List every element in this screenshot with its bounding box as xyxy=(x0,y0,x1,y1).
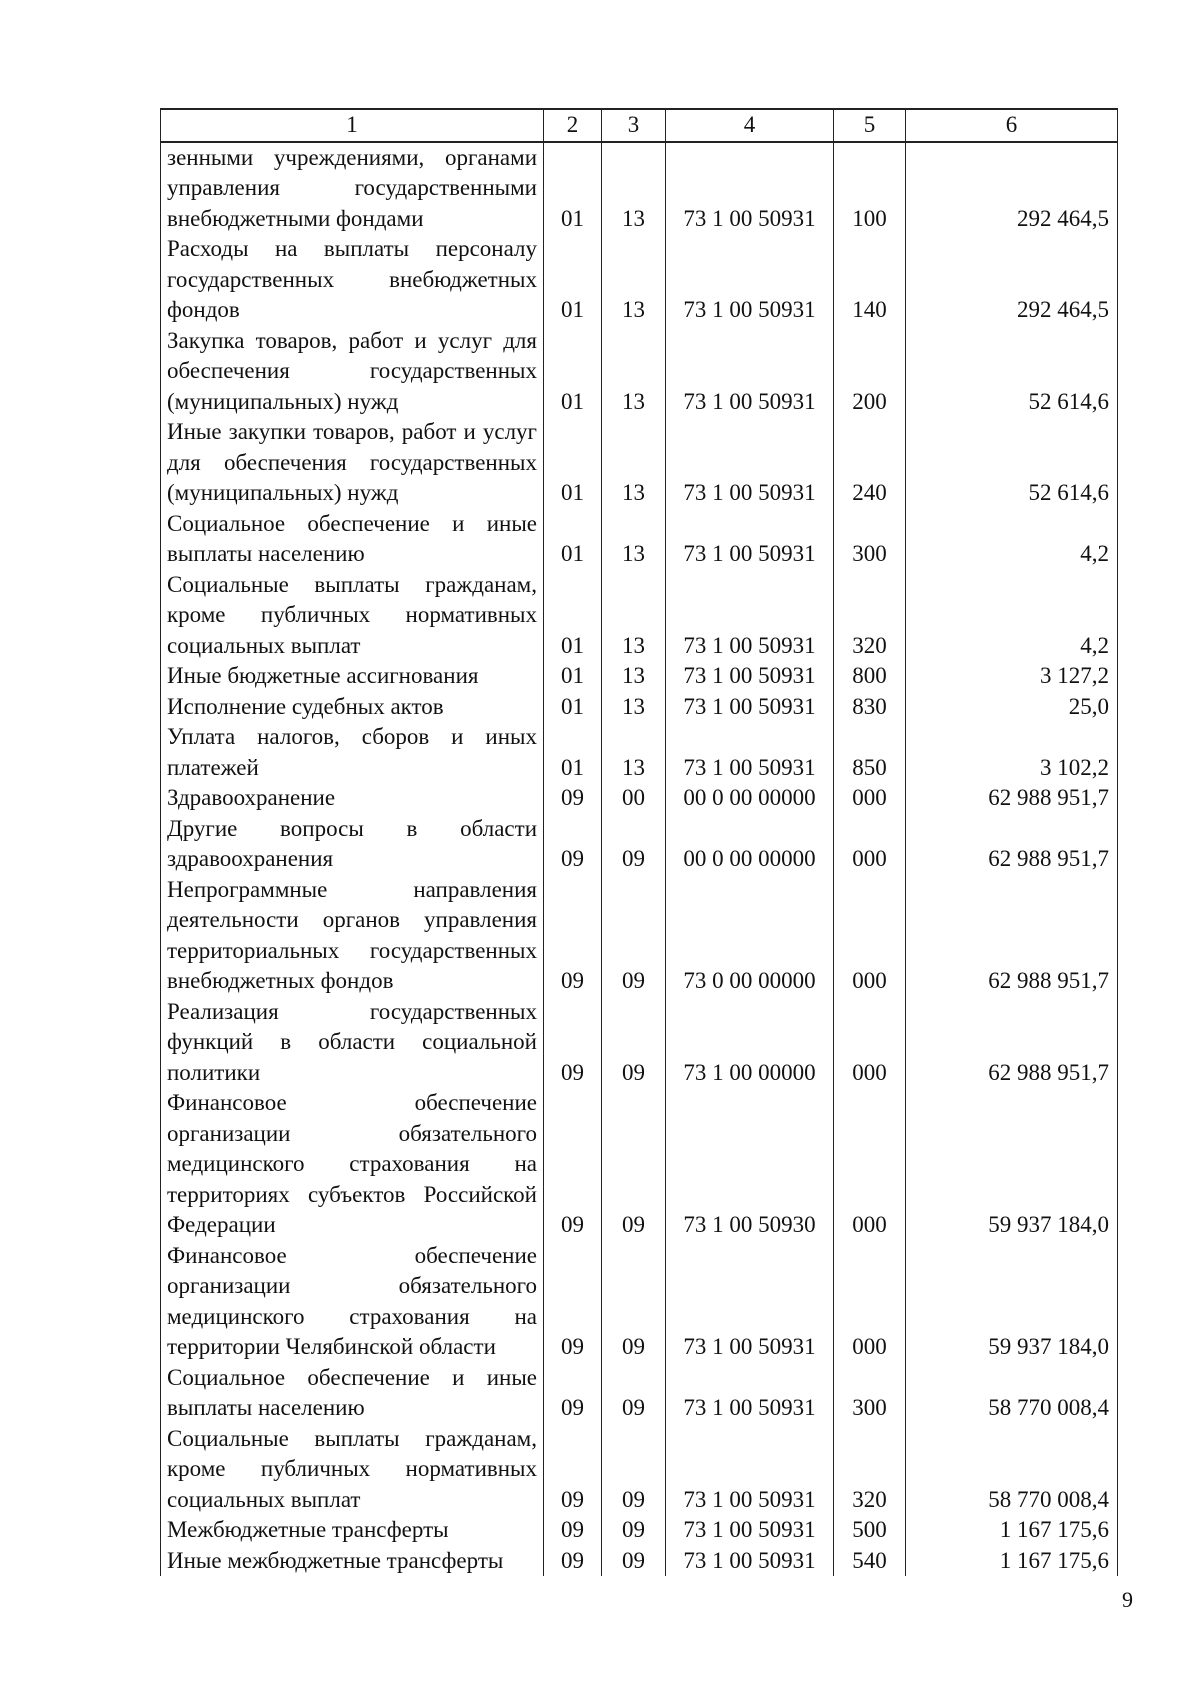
row-amount-cell: 292 464,5 xyxy=(906,234,1118,326)
row-expense-type-cell: 320 xyxy=(834,1424,906,1516)
table-row xyxy=(161,814,1118,875)
row-target-article-cell: 73 1 00 50931 xyxy=(666,570,834,662)
row-subsection-cell: 13 xyxy=(602,234,666,326)
row-section-cell: 09 xyxy=(544,1363,602,1424)
row-section-cell: 09 xyxy=(544,997,602,1089)
row-name-cell: Социальное обеспечение и иные выплаты населению xyxy=(161,1363,544,1424)
row-target-article-cell: 00 0 00 00000 xyxy=(666,814,834,875)
row-target-article-cell: 73 1 00 50930 xyxy=(666,1088,834,1241)
row-section-cell: 09 xyxy=(544,1546,602,1577)
row-target-article-cell: 73 1 00 50931 xyxy=(666,142,834,235)
row-target-article-cell: 73 1 00 50931 xyxy=(666,722,834,783)
row-subsection-cell: 13 xyxy=(602,661,666,692)
row-target-article-cell: 73 1 00 50931 xyxy=(666,661,834,692)
row-section-cell: 01 xyxy=(544,570,602,662)
budget-table xyxy=(160,108,1118,1576)
row-subsection-cell: 09 xyxy=(602,814,666,875)
row-amount-cell: 1 167 175,6 xyxy=(906,1515,1118,1546)
row-subsection-cell: 13 xyxy=(602,722,666,783)
row-name-cell: Межбюджетные трансферты xyxy=(161,1515,544,1546)
row-target-article-cell: 73 1 00 50931 xyxy=(666,1546,834,1577)
table-row xyxy=(161,234,1118,326)
row-subsection-cell: 09 xyxy=(602,1515,666,1546)
row-subsection-cell: 13 xyxy=(602,417,666,509)
row-name-cell: Социальное обеспечение и иные выплаты населению xyxy=(161,509,544,570)
row-subsection-cell: 13 xyxy=(602,326,666,418)
row-expense-type-cell: 200 xyxy=(834,326,906,418)
row-expense-type-cell: 000 xyxy=(834,997,906,1089)
row-expense-type-cell: 300 xyxy=(834,509,906,570)
row-amount-cell: 3 102,2 xyxy=(906,722,1118,783)
row-target-article-cell: 73 1 00 50931 xyxy=(666,417,834,509)
header-col-4: 4 xyxy=(666,109,834,142)
row-amount-cell: 58 770 008,4 xyxy=(906,1424,1118,1516)
row-target-article-cell: 73 1 00 50931 xyxy=(666,234,834,326)
row-subsection-cell: 09 xyxy=(602,1241,666,1363)
row-amount-cell: 3 127,2 xyxy=(906,661,1118,692)
row-name-cell: Другие вопросы в области здравоохранения xyxy=(161,814,544,875)
table-row xyxy=(161,1241,1118,1363)
row-target-article-cell: 73 1 00 00000 xyxy=(666,997,834,1089)
row-section-cell: 09 xyxy=(544,1088,602,1241)
row-section-cell: 01 xyxy=(544,661,602,692)
row-name-cell: зенными учреждениями, органами управления государственными внебюджетными фондами xyxy=(161,142,544,235)
row-amount-cell: 59 937 184,0 xyxy=(906,1241,1118,1363)
row-subsection-cell: 09 xyxy=(602,1546,666,1577)
row-subsection-cell: 09 xyxy=(602,1363,666,1424)
row-expense-type-cell: 500 xyxy=(834,1515,906,1546)
row-expense-type-cell: 800 xyxy=(834,661,906,692)
row-amount-cell: 4,2 xyxy=(906,509,1118,570)
row-section-cell: 01 xyxy=(544,692,602,723)
row-amount-cell: 52 614,6 xyxy=(906,326,1118,418)
row-section-cell: 09 xyxy=(544,1241,602,1363)
row-expense-type-cell: 000 xyxy=(834,1241,906,1363)
row-subsection-cell: 09 xyxy=(602,1424,666,1516)
row-expense-type-cell: 140 xyxy=(834,234,906,326)
row-section-cell: 09 xyxy=(544,783,602,814)
row-amount-cell: 4,2 xyxy=(906,570,1118,662)
row-section-cell: 01 xyxy=(544,509,602,570)
row-name-cell: Здравоохранение xyxy=(161,783,544,814)
row-expense-type-cell: 540 xyxy=(834,1546,906,1577)
row-target-article-cell: 73 1 00 50931 xyxy=(666,1363,834,1424)
row-expense-type-cell: 850 xyxy=(834,722,906,783)
row-amount-cell: 25,0 xyxy=(906,692,1118,723)
row-expense-type-cell: 000 xyxy=(834,783,906,814)
table-row xyxy=(161,417,1118,509)
table-row xyxy=(161,783,1118,814)
row-section-cell: 01 xyxy=(544,326,602,418)
row-name-cell: Иные бюджетные ассигнования xyxy=(161,661,544,692)
row-target-article-cell: 73 1 00 50931 xyxy=(666,1515,834,1546)
row-target-article-cell: 73 1 00 50931 xyxy=(666,1424,834,1516)
header-row xyxy=(161,109,1118,142)
row-amount-cell: 62 988 951,7 xyxy=(906,783,1118,814)
row-subsection-cell: 13 xyxy=(602,692,666,723)
row-amount-cell: 292 464,5 xyxy=(906,142,1118,235)
row-target-article-cell: 73 0 00 00000 xyxy=(666,875,834,997)
table-row xyxy=(161,326,1118,418)
table-header xyxy=(161,109,1118,142)
row-name-cell: Реализация государственных функций в области социальной политики xyxy=(161,997,544,1089)
row-amount-cell: 52 614,6 xyxy=(906,417,1118,509)
table-row xyxy=(161,1515,1118,1546)
row-subsection-cell: 09 xyxy=(602,1088,666,1241)
row-expense-type-cell: 000 xyxy=(834,1088,906,1241)
row-amount-cell: 62 988 951,7 xyxy=(906,997,1118,1089)
row-name-cell: Социальные выплаты гражданам, кроме публичных нормативных социальных выплат xyxy=(161,570,544,662)
row-amount-cell: 62 988 951,7 xyxy=(906,875,1118,997)
row-subsection-cell: 00 xyxy=(602,783,666,814)
row-target-article-cell: 73 1 00 50931 xyxy=(666,1241,834,1363)
row-expense-type-cell: 300 xyxy=(834,1363,906,1424)
row-name-cell: Исполнение судебных актов xyxy=(161,692,544,723)
header-col-3: 3 xyxy=(602,109,666,142)
row-amount-cell: 62 988 951,7 xyxy=(906,814,1118,875)
row-amount-cell: 1 167 175,6 xyxy=(906,1546,1118,1577)
row-section-cell: 09 xyxy=(544,875,602,997)
page-number: 9 xyxy=(1122,1587,1133,1612)
row-subsection-cell: 13 xyxy=(602,142,666,235)
table-row xyxy=(161,875,1118,997)
header-col-2: 2 xyxy=(544,109,602,142)
row-target-article-cell: 73 1 00 50931 xyxy=(666,692,834,723)
row-section-cell: 01 xyxy=(544,722,602,783)
row-subsection-cell: 13 xyxy=(602,509,666,570)
table-row xyxy=(161,722,1118,783)
row-subsection-cell: 13 xyxy=(602,570,666,662)
table-row xyxy=(161,692,1118,723)
table-row xyxy=(161,661,1118,692)
table-row xyxy=(161,509,1118,570)
row-section-cell: 09 xyxy=(544,814,602,875)
row-name-cell: Иные межбюджетные трансферты xyxy=(161,1546,544,1577)
row-target-article-cell: 00 0 00 00000 xyxy=(666,783,834,814)
row-section-cell: 01 xyxy=(544,417,602,509)
table-row xyxy=(161,1424,1118,1516)
row-expense-type-cell: 100 xyxy=(834,142,906,235)
row-section-cell: 01 xyxy=(544,234,602,326)
row-amount-cell: 58 770 008,4 xyxy=(906,1363,1118,1424)
row-name-cell: Социальные выплаты гражданам, кроме публичных нормативных социальных выплат xyxy=(161,1424,544,1516)
row-name-cell: Расходы на выплаты персоналу государственных внебюджетных фондов xyxy=(161,234,544,326)
header-col-6: 6 xyxy=(906,109,1118,142)
row-target-article-cell: 73 1 00 50931 xyxy=(666,509,834,570)
row-section-cell: 09 xyxy=(544,1424,602,1516)
row-name-cell: Финансовое обеспечение организации обязательного медицинского страхования на территории Челябинской области xyxy=(161,1241,544,1363)
row-expense-type-cell: 830 xyxy=(834,692,906,723)
row-expense-type-cell: 320 xyxy=(834,570,906,662)
table-row xyxy=(161,1363,1118,1424)
row-name-cell: Иные закупки товаров, работ и услуг для обеспечения государственных (муниципальных) нужд xyxy=(161,417,544,509)
table-row xyxy=(161,997,1118,1089)
header-col-1: 1 xyxy=(161,109,544,142)
row-expense-type-cell: 000 xyxy=(834,814,906,875)
row-name-cell: Финансовое обеспечение организации обязательного медицинского страхования на территориях субъектов Российской Федерации xyxy=(161,1088,544,1241)
row-subsection-cell: 09 xyxy=(602,997,666,1089)
row-name-cell: Непрограммные направления деятельности органов управления территориальных государственных внебюджетных фондов xyxy=(161,875,544,997)
row-section-cell: 01 xyxy=(544,142,602,235)
header-col-5: 5 xyxy=(834,109,906,142)
row-subsection-cell: 09 xyxy=(602,875,666,997)
row-name-cell: Закупка товаров, работ и услуг для обеспечения государственных (муниципальных) нужд xyxy=(161,326,544,418)
table-row xyxy=(161,1088,1118,1241)
row-target-article-cell: 73 1 00 50931 xyxy=(666,326,834,418)
table-row xyxy=(161,570,1118,662)
table-row xyxy=(161,1546,1118,1577)
row-section-cell: 09 xyxy=(544,1515,602,1546)
row-amount-cell: 59 937 184,0 xyxy=(906,1088,1118,1241)
row-name-cell: Уплата налогов, сборов и иных платежей xyxy=(161,722,544,783)
table-row xyxy=(161,142,1118,235)
table-body xyxy=(161,142,1118,1577)
row-expense-type-cell: 240 xyxy=(834,417,906,509)
row-expense-type-cell: 000 xyxy=(834,875,906,997)
